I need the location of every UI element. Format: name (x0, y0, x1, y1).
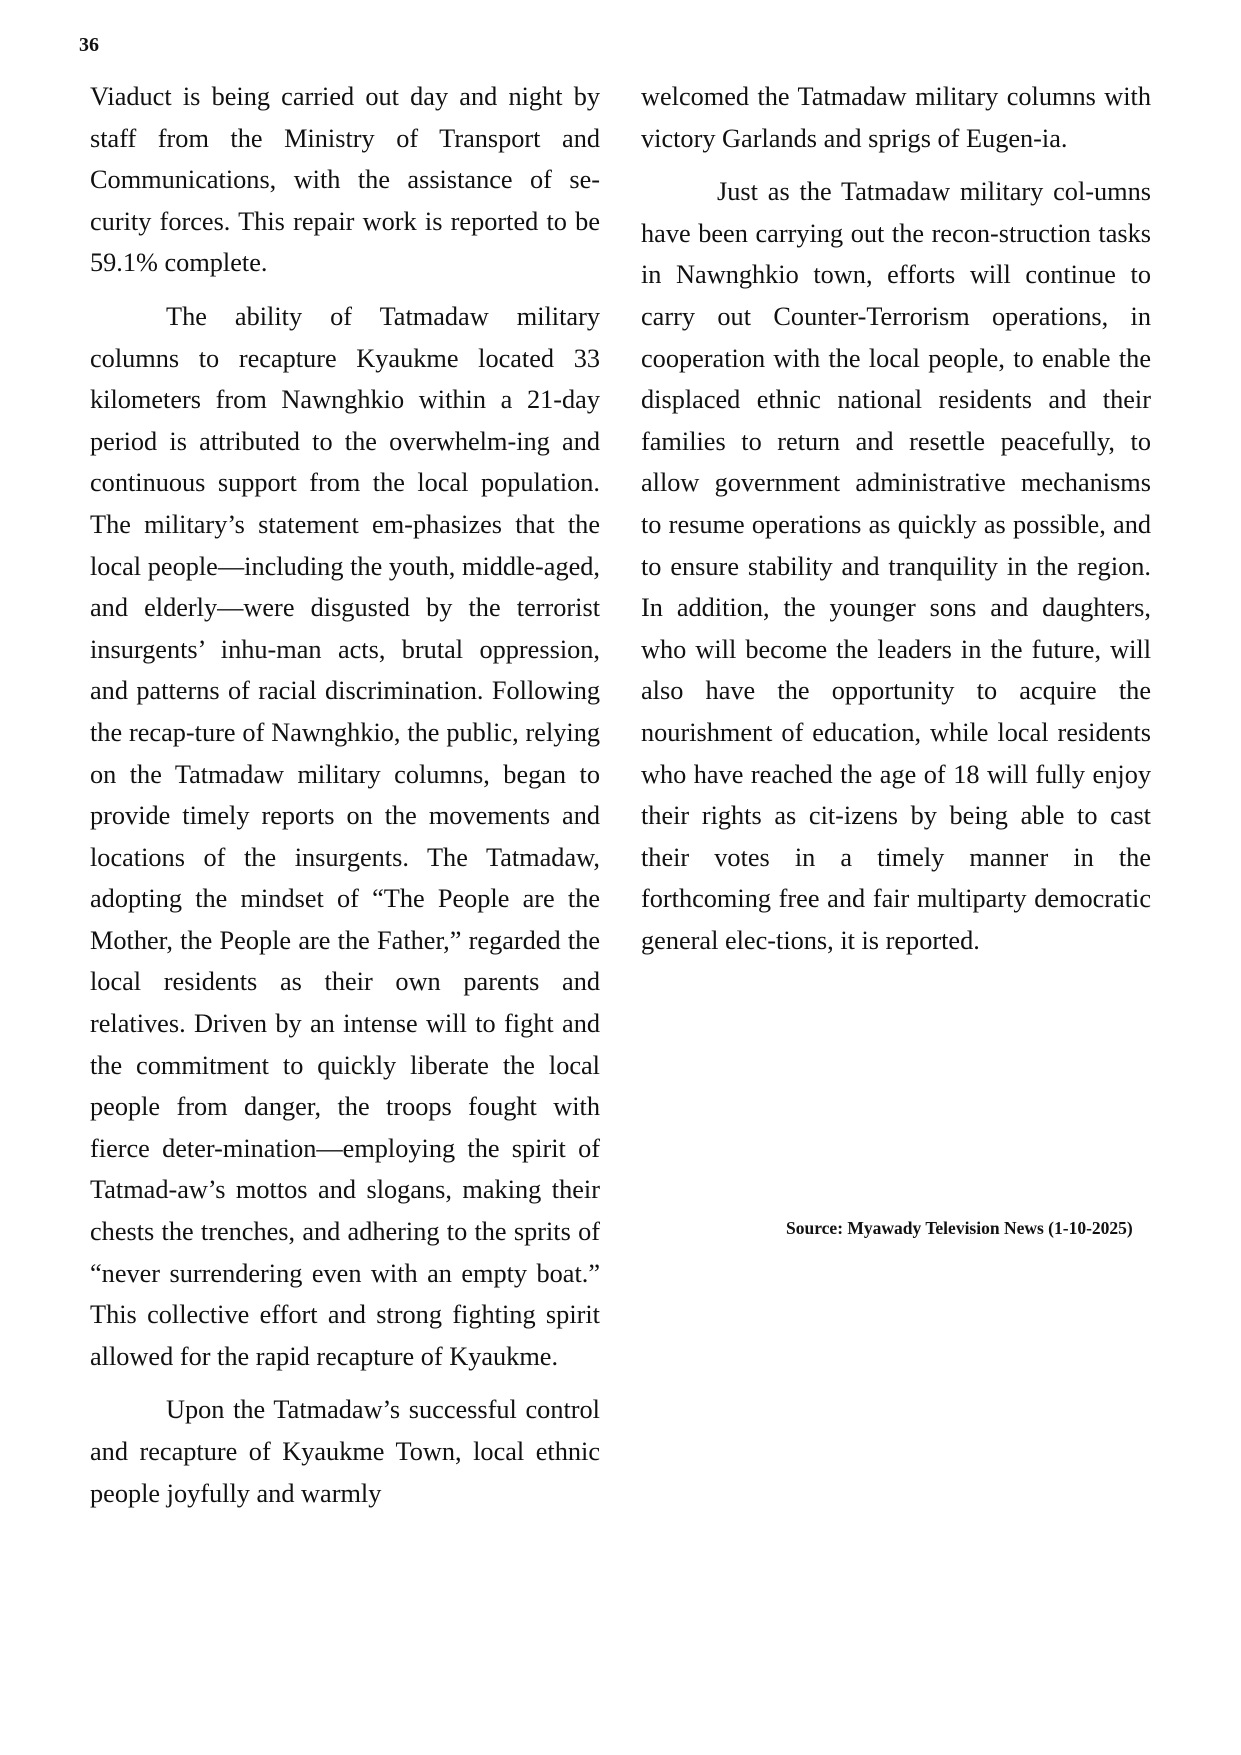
source-citation: Source: Myawady Television News (1-10-2025) (786, 1218, 1133, 1238)
left-column (90, 76, 600, 1526)
paragraph: Just as the Tatmadaw military col-umns have been carrying out the recon-struction tasks in Nawnghkio town, efforts will continue to carry out Counter-Terrorism operations, in cooperation with the local people, to enable the displaced ethnic national residents and their families to return and resettle peacefully, to allow government administrative mechanisms to resume operations as quickly as possible, and to ensure stability and tranquility in the region. In addition, the younger sons and daughters, who will become the leaders in the future, will also have the opportunity to acquire the nourishment of education, while local residents who have reached the age of 18 will fully enjoy their rights as cit-izens by being able to cast their votes in a timely manner in the forthcoming free and fair multiparty democratic general elec-tions, it is reported. (641, 177, 1151, 955)
paragraph: welcomed the Tatmadaw military columns with victory Garlands and sprigs of Eugen-ia. (641, 82, 1151, 153)
right-column (641, 76, 1151, 973)
paragraph: Viaduct is being carried out day and night by staff from the Ministry of Transport and Communications, with the assistance of se-curity forces. This repair work is reported to be 59.1% complete. (90, 82, 600, 278)
page-number: 36 (79, 34, 99, 56)
paragraph: The ability of Tatmadaw military columns to recapture Kyaukme located 33 kilometers from Nawnghkio within a 21-day period is attributed to the overwhelm-ing and continuous support from the local population. The military’s statement em-phasizes that the local people—including the youth, middle-aged, and elderly—were disgusted by the terrorist insurgents’ inhu-man acts, brutal oppression, and patterns of racial discrimination. Following the recap-ture of Nawnghkio, the public, relying on the Tatmadaw military columns, began to provide timely reports on the movements and locations of the insurgents. The Tatmadaw, adopting the mindset of “The People are the Mother, the People are the Father,” regarded the local residents as their own parents and relatives. Driven by an intense will to fight and the commitment to quickly liberate the local people from danger, the troops fought with fierce deter-mination—employing the spirit of Tatmad-aw’s mottos and slogans, making their chests the trenches, and adhering to the sprits of “never surrendering even with an empty boat.” This collective effort and strong fighting spirit allowed for the rapid recapture of Kyaukme. (90, 301, 600, 1371)
paragraph: Upon the Tatmadaw’s successful control and recapture of Kyaukme Town, local ethnic people joyfully and warmly (90, 1395, 600, 1508)
